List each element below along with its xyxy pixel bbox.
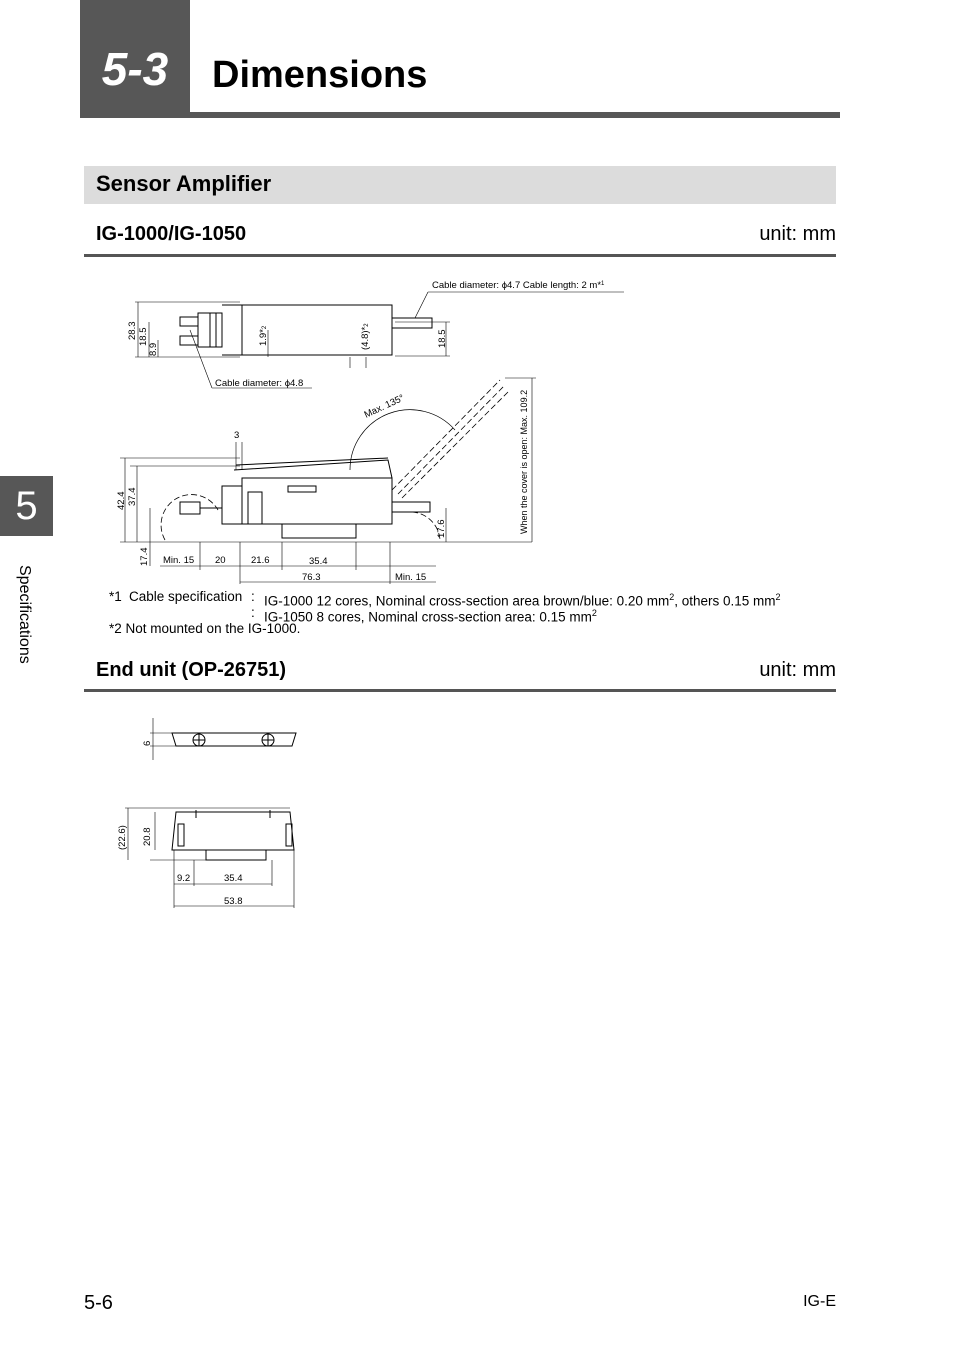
- top-view-right-cable: [392, 318, 432, 328]
- end-unit-dimension-drawing: [0, 700, 954, 920]
- end-dim-53-8: 53.8: [224, 896, 243, 907]
- end-unit-unit-label: unit: mm: [759, 659, 836, 681]
- side-view-body: [242, 478, 392, 524]
- end-dim-20-8: 20.8: [142, 827, 153, 846]
- end-dim-35-4: 35.4: [224, 873, 243, 884]
- dim-37-4: 37.4: [127, 487, 138, 506]
- label-max-angle: Max. 135°: [362, 392, 407, 421]
- label-cover-open: When the cover is open: Max. 109.2: [519, 389, 529, 534]
- amplifier-dimension-drawing: [0, 0, 954, 600]
- label-cable-left: Cable diameter: ϕ4.8: [215, 378, 304, 389]
- side-view-connector: [222, 486, 242, 524]
- dim-17-4: 17.4: [139, 547, 150, 566]
- end-dim-9-2: 9.2: [177, 873, 191, 884]
- chapter-side-tab: 5: [0, 476, 53, 536]
- note-1-sep-2: :: [251, 605, 255, 620]
- top-view-connector: [222, 305, 242, 355]
- document-code: IG-E: [803, 1293, 836, 1310]
- chapter-title: Dimensions: [212, 54, 428, 96]
- dim-min15-left: Min. 15: [163, 555, 195, 566]
- dim-76-3: 76.3: [302, 572, 321, 583]
- note-2: *2 Not mounted on the IG-1000.: [109, 621, 301, 636]
- note-1-sep-1: :: [251, 589, 255, 604]
- dim-35-4: 35.4: [309, 556, 328, 567]
- end-unit-front-view: [172, 812, 294, 850]
- dim-42-4: 42.4: [116, 491, 127, 510]
- dim-min15-right: Min. 15: [395, 572, 427, 583]
- amplifier-unit-label: unit: mm: [759, 223, 836, 245]
- dim-8-9: 8.9: [148, 342, 159, 356]
- page-number: 5-6: [84, 1292, 113, 1314]
- note-1-label: Cable specification: [129, 589, 243, 604]
- section-title: Sensor Amplifier: [96, 171, 272, 196]
- dim-17-6: 17.6: [436, 519, 447, 538]
- chapter-number: 5-3: [101, 43, 169, 95]
- end-unit-rule: [84, 689, 836, 692]
- dim-21-6: 21.6: [251, 555, 270, 566]
- amplifier-model-title: IG-1000/IG-1050: [96, 223, 247, 245]
- end-dim-22-6: (22.6): [117, 825, 128, 850]
- end-unit-top-view: [172, 733, 296, 746]
- note-1-line-1: IG-1000 12 cores, Nominal cross-section area brown/blue: 0.20 $mm^2$, others 0.15 $mm^2$: [264, 592, 781, 609]
- label-cable-top: Cable diameter: ϕ4.7 Cable length: 2 m*$^1$: [432, 280, 605, 291]
- chapter-side-label: Specifications: [16, 565, 33, 664]
- note-1-line-2: IG-1050 8 cores, Nominal cross-section area: 0.15 $mm^2$: [264, 608, 597, 625]
- dim-20: 20: [215, 555, 226, 566]
- dim-18-5-right: 18.5: [437, 329, 448, 348]
- dim-28-3: 28.3: [127, 321, 138, 340]
- dim-18-5-left: 18.5: [138, 327, 149, 346]
- side-view-cover: [234, 460, 392, 478]
- top-view-cable-upper: [180, 317, 198, 326]
- dim-4-8: (4.8)*2: [360, 323, 371, 350]
- end-unit-title: End unit (OP-26751): [96, 659, 287, 681]
- dim-1-9: 1.9*2: [258, 325, 269, 346]
- note-1-marker: *1: [109, 589, 122, 604]
- end-dim-6: 6: [142, 740, 153, 746]
- dim-3: 3: [234, 430, 240, 441]
